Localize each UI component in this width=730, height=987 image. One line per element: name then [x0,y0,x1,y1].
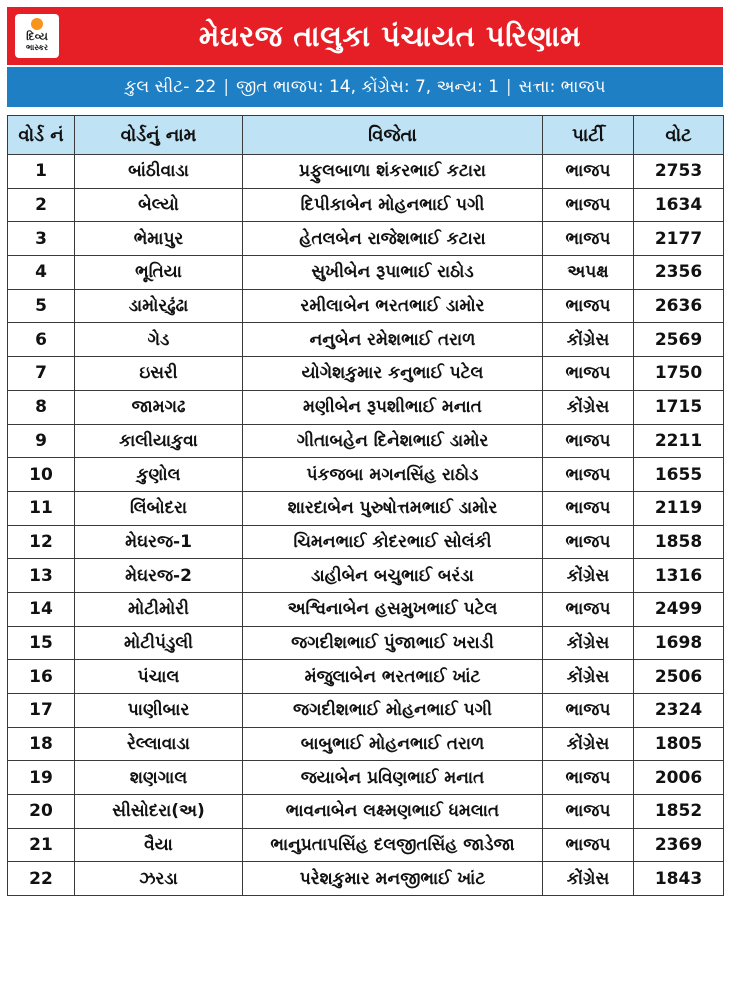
cell-party: ભાજપ [543,761,634,795]
cell-votes: 2324 [634,694,724,728]
table-row [8,761,724,795]
cell-winner: રમીલાબેન ભરતભાઈ ડામોર [243,289,543,323]
cell-winner: હેતલબેન રાજેશભાઈ કટારા [243,222,543,256]
header-votes: વોટ [634,116,724,155]
cell-ward-name: ભૂતિયા [75,256,243,290]
cell-ward-no: 8 [8,390,75,424]
cell-winner: શારદાબેન પુરુષોત્તમભાઈ ડામોર [243,491,543,525]
summary-separator: | [505,77,512,97]
cell-ward-name: ઝરડા [75,862,243,896]
table-body [8,155,724,896]
cell-ward-no: 22 [8,862,75,896]
divya-bhaskar-logo-icon [15,14,59,58]
summary-power: સત્તા: ભાજપ [518,77,606,97]
cell-ward-name: બાંઠીવાડા [75,155,243,189]
table-row [8,155,724,189]
cell-ward-name: લિંબોદરા [75,491,243,525]
cell-votes: 2569 [634,323,724,357]
cell-ward-name: શણગાલ [75,761,243,795]
cell-party: અપક્ષ [543,256,634,290]
cell-winner: પરેશકુમાર મનજીભાઈ ખાંટ [243,862,543,896]
cell-party: ભાજપ [543,694,634,728]
cell-ward-no: 5 [8,289,75,323]
cell-party: ભાજપ [543,155,634,189]
cell-winner: ગીતાબહેન દિનેશભાઈ ડામોર [243,424,543,458]
cell-votes: 1843 [634,862,724,896]
table-row [8,289,724,323]
cell-winner: સુખીબેન રૂપાભાઈ રાઠોડ [243,256,543,290]
cell-ward-no: 10 [8,458,75,492]
cell-ward-name: ભેમાપુર [75,222,243,256]
cell-ward-no: 4 [8,256,75,290]
cell-party: ભાજપ [543,491,634,525]
cell-votes: 1852 [634,795,724,829]
cell-ward-name: વૈયા [75,828,243,862]
cell-votes: 2369 [634,828,724,862]
cell-votes: 1698 [634,626,724,660]
logo-text-main: દિવ્ય [26,30,48,43]
table-row [8,222,724,256]
cell-winner: અશ્વિનાબેન હસમુખભાઈ પટેલ [243,592,543,626]
cell-party: કોંગ્રેસ [543,626,634,660]
cell-ward-name: રેલ્લાવાડા [75,727,243,761]
table-row [8,390,724,424]
cell-party: ભાજપ [543,424,634,458]
cell-ward-name: મેઘરજ-2 [75,559,243,593]
cell-ward-no: 9 [8,424,75,458]
cell-winner: ચિમનભાઈ કોદરભાઈ સોલંકી [243,525,543,559]
table-row [8,357,724,391]
table-header-row [8,116,724,155]
cell-votes: 2636 [634,289,724,323]
cell-votes: 1316 [634,559,724,593]
cell-votes: 1750 [634,357,724,391]
cell-ward-name: પાણીબાર [75,694,243,728]
table-row [8,592,724,626]
cell-votes: 2506 [634,660,724,694]
cell-votes: 2177 [634,222,724,256]
table-row [8,491,724,525]
table-row [8,862,724,896]
cell-ward-name: સીસોદરા(અ) [75,795,243,829]
cell-ward-name: કુણોલ [75,458,243,492]
title-banner [7,7,723,65]
cell-winner: બાબુભાઈ મોહનભાઈ તરાળ [243,727,543,761]
cell-party: ભાજપ [543,188,634,222]
cell-winner: ડાહીબેન બચુભાઈ બરંડા [243,559,543,593]
cell-votes: 2356 [634,256,724,290]
cell-ward-no: 18 [8,727,75,761]
table-row [8,660,724,694]
table-row [8,256,724,290]
table-row [8,828,724,862]
cell-party: ભાજપ [543,357,634,391]
cell-winner: જગદીશભાઈ મોહનભાઈ પગી [243,694,543,728]
cell-winner: નનુબેન રમેશભાઈ તરાળ [243,323,543,357]
cell-ward-name: ગેડ [75,323,243,357]
table-row [8,795,724,829]
cell-winner: જયાબેન પ્રવિણભાઈ મનાત [243,761,543,795]
cell-ward-no: 2 [8,188,75,222]
cell-party: કોંગ્રેસ [543,727,634,761]
cell-party: ભાજપ [543,828,634,862]
table-row [8,626,724,660]
cell-winner: મણીબેન રૂપશીભાઈ મનાત [243,390,543,424]
cell-party: ભાજપ [543,289,634,323]
table-row [8,694,724,728]
cell-ward-no: 14 [8,592,75,626]
cell-ward-name: ડામોરઢુંઢા [75,289,243,323]
header-ward-name: વોર્ડનું નામ [75,116,243,155]
cell-votes: 2119 [634,491,724,525]
logo-sun-icon [31,18,43,30]
cell-winner: પ્રફુલબાળા શંકરભાઈ કટારા [243,155,543,189]
table-row [8,525,724,559]
cell-winner: યોગેશકુમાર કનુભાઈ પટેલ [243,357,543,391]
cell-ward-no: 19 [8,761,75,795]
header-party: પાર્ટી [543,116,634,155]
cell-ward-name: ઇસરી [75,357,243,391]
cell-votes: 1715 [634,390,724,424]
cell-party: કોંગ્રેસ [543,559,634,593]
cell-winner: દિપીકાબેન મોહનભાઈ પગી [243,188,543,222]
cell-ward-no: 13 [8,559,75,593]
cell-ward-name: પંચાલ [75,660,243,694]
table-row [8,559,724,593]
table-row [8,188,724,222]
cell-party: ભાજપ [543,795,634,829]
summary-bar [7,67,723,107]
cell-votes: 2006 [634,761,724,795]
cell-party: ભાજપ [543,458,634,492]
cell-ward-name: મોટીમોરી [75,592,243,626]
cell-votes: 2499 [634,592,724,626]
header-winner: વિજેતા [243,116,543,155]
cell-ward-no: 15 [8,626,75,660]
cell-party: કોંગ્રેસ [543,390,634,424]
cell-ward-no: 3 [8,222,75,256]
cell-ward-no: 17 [8,694,75,728]
cell-winner: ભાનુપ્રતાપસિંહ દલજીતસિંહ જાડેજા [243,828,543,862]
cell-votes: 1805 [634,727,724,761]
cell-ward-no: 6 [8,323,75,357]
cell-party: કોંગ્રેસ [543,323,634,357]
results-table [7,115,724,896]
table-row [8,727,724,761]
cell-votes: 2211 [634,424,724,458]
cell-ward-name: બેલ્યો [75,188,243,222]
cell-ward-name: મોટીપંડુલી [75,626,243,660]
cell-winner: ભાવનાબેન લક્ષ્મણભાઈ ધમલાત [243,795,543,829]
header-ward-no: વોર્ડ નં [8,116,75,155]
cell-votes: 1655 [634,458,724,492]
cell-votes: 1634 [634,188,724,222]
cell-ward-no: 21 [8,828,75,862]
logo-text-sub: ભાસ્કર [25,43,49,52]
table-row [8,424,724,458]
cell-winner: જગદીશભાઈ પુંજાભાઈ ખરાડી [243,626,543,660]
summary-separator: | [223,77,230,97]
cell-ward-no: 1 [8,155,75,189]
page-title: મેઘરજ તાલુકા પંચાયત પરિણામ [198,19,582,53]
summary-total: કુલ સીટ- 22 [124,77,217,97]
cell-ward-no: 16 [8,660,75,694]
cell-votes: 2753 [634,155,724,189]
table-row [8,323,724,357]
cell-ward-no: 20 [8,795,75,829]
cell-ward-name: કાલીયાકુવા [75,424,243,458]
cell-party: કોંગ્રેસ [543,862,634,896]
cell-winner: પંકજબા મગનસિંહ રાઠોડ [243,458,543,492]
cell-ward-no: 7 [8,357,75,391]
cell-party: કોંગ્રેસ [543,660,634,694]
cell-ward-no: 11 [8,491,75,525]
cell-ward-name: જામગઢ [75,390,243,424]
cell-party: ભાજપ [543,222,634,256]
summary-won: જીત ભાજપ: 14, કોંગ્રેસ: 7, અન્ય: 1 [236,77,499,97]
cell-ward-no: 12 [8,525,75,559]
cell-ward-name: મેઘરજ-1 [75,525,243,559]
cell-winner: મંજુલાબેન ભરતભાઈ ખાંટ [243,660,543,694]
table-row [8,458,724,492]
cell-party: ભાજપ [543,592,634,626]
cell-votes: 1858 [634,525,724,559]
cell-party: ભાજપ [543,525,634,559]
